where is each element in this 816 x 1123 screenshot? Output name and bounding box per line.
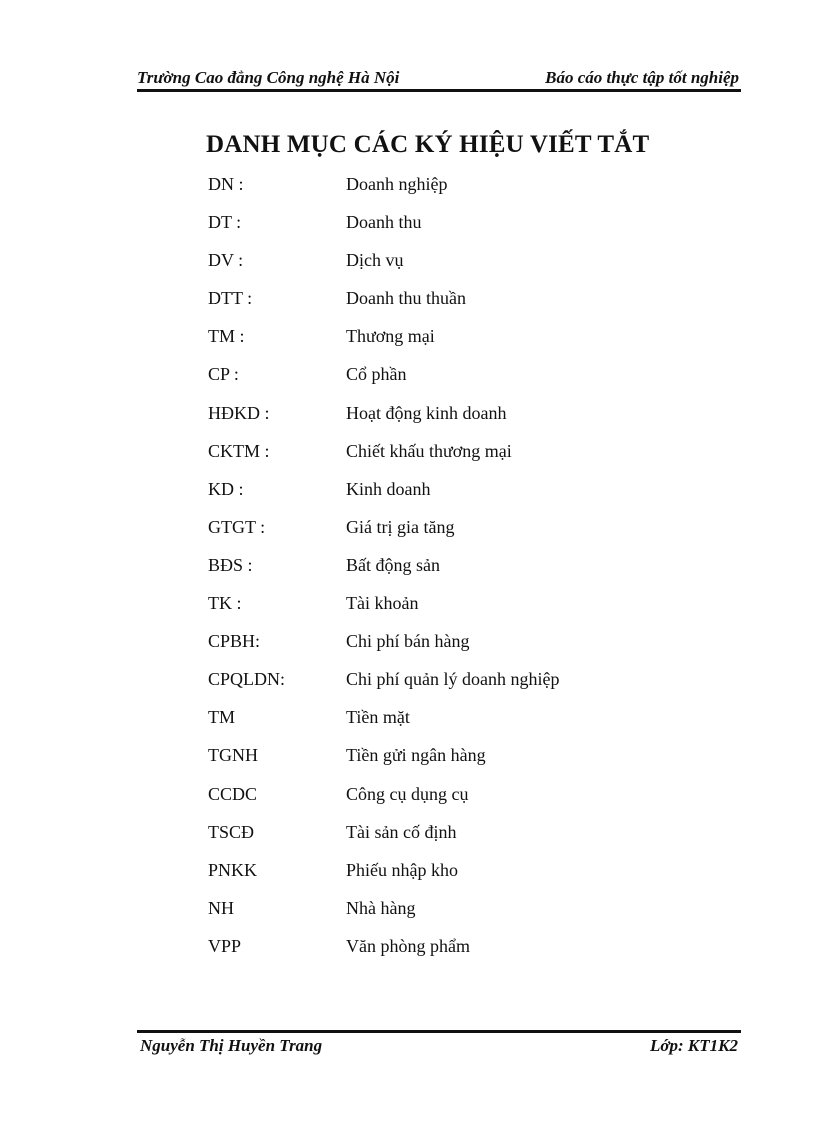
abbreviation-code: HĐKD : bbox=[208, 402, 270, 423]
footer-divider bbox=[137, 1030, 741, 1033]
header-divider bbox=[137, 89, 741, 92]
abbreviation-code: KD : bbox=[208, 478, 244, 499]
author-name: Nguyễn Thị Huyền Trang bbox=[140, 1036, 323, 1055]
list-item bbox=[208, 210, 708, 248]
page-footer bbox=[140, 1036, 738, 1058]
abbreviation-meaning: Giá trị gia tăng bbox=[346, 516, 455, 537]
abbreviation-meaning: Tiền gửi ngân hàng bbox=[346, 745, 486, 766]
abbreviation-meaning: Kinh doanh bbox=[346, 478, 431, 499]
abbreviation-code: TGNH bbox=[208, 745, 258, 766]
page-header bbox=[137, 66, 739, 88]
abbreviation-meaning: Văn phòng phẩm bbox=[346, 935, 470, 956]
abbreviation-meaning: Tài sản cố định bbox=[346, 821, 457, 842]
abbreviation-meaning: Thương mại bbox=[346, 326, 435, 347]
abbreviation-code: TSCĐ bbox=[208, 821, 255, 842]
abbreviation-code: GTGT : bbox=[208, 516, 266, 537]
abbreviation-meaning: Doanh thu bbox=[346, 212, 422, 233]
abbreviation-code: BĐS : bbox=[208, 554, 253, 575]
abbreviation-code: DV : bbox=[208, 250, 244, 271]
abbreviation-meaning: Hoạt động kinh doanh bbox=[346, 402, 507, 423]
list-item bbox=[208, 934, 708, 972]
abbreviation-code: CCDC bbox=[208, 783, 258, 804]
abbreviation-list bbox=[208, 172, 708, 972]
abbreviation-meaning: Phiếu nhập kho bbox=[346, 859, 458, 880]
abbreviation-code: TM bbox=[208, 707, 235, 728]
abbreviation-meaning: Chi phí bán hàng bbox=[346, 631, 470, 652]
report-type: Báo cáo thực tập tốt nghiệp bbox=[545, 68, 739, 87]
abbreviation-meaning: Nhà hàng bbox=[346, 897, 416, 918]
list-item bbox=[208, 591, 708, 629]
list-item bbox=[208, 896, 708, 934]
abbreviation-meaning: Tài khoản bbox=[346, 593, 419, 614]
list-item bbox=[208, 743, 708, 781]
abbreviation-meaning: Doanh nghiệp bbox=[346, 174, 448, 194]
abbreviation-code: NH bbox=[208, 897, 234, 918]
abbreviation-meaning: Doanh thu thuần bbox=[346, 288, 466, 309]
abbreviation-code: CP : bbox=[208, 364, 239, 385]
list-item bbox=[208, 629, 708, 667]
abbreviation-meaning: Tiền mặt bbox=[346, 707, 410, 728]
abbreviation-meaning: Chiết khấu thương mại bbox=[346, 440, 512, 461]
abbreviation-meaning: Công cụ dụng cụ bbox=[346, 783, 469, 804]
abbreviation-code: CPBH: bbox=[208, 631, 261, 652]
list-item bbox=[208, 782, 708, 820]
abbreviation-code: DN : bbox=[208, 174, 244, 194]
list-item bbox=[208, 553, 708, 591]
list-item bbox=[208, 286, 708, 324]
list-item bbox=[208, 477, 708, 515]
abbreviation-meaning: Chi phí quản lý doanh nghiệp bbox=[346, 669, 560, 690]
list-item bbox=[208, 439, 708, 477]
list-item bbox=[208, 858, 708, 896]
page-title: DANH MỤC CÁC KÝ HIỆU VIẾT TẮT bbox=[206, 131, 650, 158]
abbreviation-meaning: Dịch vụ bbox=[346, 250, 404, 271]
list-item bbox=[208, 705, 708, 743]
list-item bbox=[208, 515, 708, 553]
abbreviation-code: TM : bbox=[208, 326, 245, 347]
list-item bbox=[208, 362, 708, 400]
list-item bbox=[208, 820, 708, 858]
abbreviation-code: CKTM : bbox=[208, 440, 270, 461]
school-name: Trường Cao đẳng Công nghệ Hà Nội bbox=[137, 68, 400, 87]
list-item bbox=[208, 172, 708, 210]
list-item bbox=[208, 667, 708, 705]
abbreviation-meaning: Bất động sản bbox=[346, 554, 440, 575]
abbreviation-code: CPQLDN: bbox=[208, 669, 286, 690]
abbreviation-code: VPP bbox=[208, 935, 242, 956]
abbreviation-code: TK : bbox=[208, 593, 242, 614]
abbreviation-code: DTT : bbox=[208, 288, 253, 309]
abbreviation-code: DT : bbox=[208, 212, 242, 233]
list-item bbox=[208, 324, 708, 362]
abbreviation-meaning: Cổ phần bbox=[346, 364, 407, 385]
list-item bbox=[208, 248, 708, 286]
class-label: Lớp: KT1K2 bbox=[650, 1036, 738, 1055]
abbreviation-code: PNKK bbox=[208, 859, 258, 880]
list-item bbox=[208, 401, 708, 439]
